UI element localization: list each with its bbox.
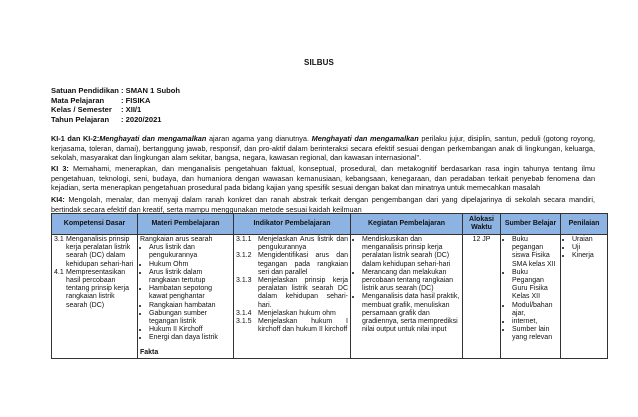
list-item: • Modul/bahan ajar, (512, 302, 558, 318)
identity-key: Satuan Pendidikan (51, 86, 119, 95)
ki-text: Mengolah, menalar, dan menyaji dalam ranah konkret dan ranah abstrak terkait dengan pengembangan dari yang dipelajarinya di sekolah secara mandiri, bertindak secara efektif dan kreatif, serta mampu menggunakan metode sesuai kaidah keilmuan (51, 195, 595, 214)
indikator-item (236, 252, 348, 277)
syllabus-table (51, 213, 608, 359)
ki-label: KI4: (51, 195, 65, 204)
indikator-number: 3.1.1 (236, 236, 252, 243)
identity-value: : FISIKA (121, 95, 151, 105)
indikator-text: Menjelaskan Arus listrik dan pengukurannya (258, 236, 348, 252)
ki-4-paragraph (51, 195, 595, 214)
alokasi-cell: 12 JP (463, 235, 501, 359)
document-title: SILBUS (304, 58, 334, 67)
indikator-item (236, 277, 348, 310)
ki-1-2-paragraph (51, 134, 595, 163)
kompetensi-cell (52, 235, 138, 359)
indikator-number: 3.1.3 (236, 277, 252, 285)
ki-emphasis: Menghayati dan mengamalkan (99, 134, 207, 143)
list-item: • Merancang dan melakukan percobaan tentang rangkaian listrik arus searah (DC) (362, 269, 460, 294)
col-header-indikator: Indikator Pembelajaran (234, 214, 351, 235)
kegiatan-cell (351, 235, 463, 359)
identity-value: : 2020/2021 (121, 114, 162, 124)
col-header-kegiatan: Kegiatan Pembelajaran (351, 214, 463, 235)
materi-cell (138, 235, 234, 359)
list-item: • Hukum II Kirchoff (149, 326, 231, 334)
identity-value: : SMAN 1 Suboh (121, 86, 181, 95)
list-item: • Arus listrik dan pengukurannya (149, 244, 231, 260)
indikator-text: Menjelaskan hukum I kirchoff dan hukum II kirchoff (258, 318, 348, 334)
ki-label: KI-1 dan KI-2: (51, 134, 100, 143)
materi-intro: Rangkaian arus searah (140, 236, 213, 243)
table-header-row (52, 214, 608, 235)
identity-key: Tahun Pelajaran (51, 114, 110, 124)
col-header-alokasi: Alokasi Waktu (463, 214, 501, 235)
kd-text: Mempresentasikan hasil percobaan tentang prinsip kerja rangkaian listrik searah (DC) (66, 268, 130, 309)
kd-number: 4.1 (54, 268, 64, 276)
indikator-text: Menjelaskan hukum ohm (258, 309, 336, 317)
list-item: • Arus listrik dalam rangkaian tertutup (149, 269, 231, 285)
identity-key: Mata Pelajaran (51, 95, 105, 105)
indikator-item (236, 310, 348, 318)
indikator-text: Menjelaskan prinsip kerja peralatan listrik searah DC dalam kehidupan sehari-hari. (258, 277, 348, 309)
kd-number: 3.1 (54, 236, 64, 243)
ki-label: KI 3: (51, 164, 69, 173)
table-row (52, 235, 608, 359)
col-header-kompetensi: Kompetensi Dasar (52, 214, 138, 235)
list-item: • Sumber lain yang relevan (512, 326, 558, 342)
kd-item (54, 236, 135, 269)
materi-list (140, 244, 231, 342)
identity-row (51, 115, 180, 125)
sumber-list (503, 236, 558, 343)
indikator-number: 3.1.4 (236, 309, 252, 317)
penilaian-cell (561, 235, 608, 359)
kd-item (54, 269, 135, 310)
identity-value: : XII/1 (121, 105, 142, 115)
list-item: • Hambatan sepotong kawat penghantar (149, 285, 231, 301)
materi-footer: Fakta (140, 348, 159, 356)
indikator-cell (234, 235, 351, 359)
list-item: • Uraian (572, 236, 605, 244)
ki-text: Memahami, menerapkan, dan menganalisis pengetahuan faktual, konseptual, prosedural, dan metakognitif berdasarkan rasa ingin tahunya tentang ilmu pengetahuan, teknologi, seni, budaya, dan humaniora dengan wawasan kemanusiaan, kebangsaan, kenegaraan, dan peradaban terkait penyebab fenomena dan kejadian, serta menerapkan pengetahuan prosedural pada bidang kajian yang spesifik sesuai dengan bakat dan minatnya untuk memecahkan masalah (51, 164, 595, 193)
identity-key: Kelas / Semester (51, 105, 112, 115)
list-item: • Gabungan sumber tegangan listrik (149, 310, 231, 326)
identity-row (51, 96, 180, 106)
col-header-materi: Materi Pembelajaran (138, 214, 234, 235)
identity-row (51, 86, 180, 96)
indikator-number: 3.1.2 (236, 252, 252, 260)
ki-emphasis: Menghayati dan mengamalkan (311, 134, 419, 143)
indikator-number: 3.1.5 (236, 318, 252, 326)
sumber-cell (501, 235, 561, 359)
list-item: • Buku pegangan siswa Fisika SMA kelas XII (512, 236, 558, 269)
identity-row (51, 105, 180, 115)
list-item: • Uji (572, 244, 605, 252)
indikator-item (236, 318, 348, 334)
list-item: • Rangkaian hambatan (149, 302, 231, 310)
list-item: • internet, (512, 318, 558, 326)
ki-3-paragraph (51, 164, 595, 193)
kegiatan-list (353, 236, 460, 334)
indikator-item (236, 236, 348, 252)
ki-text: ajaran agama yang dianutnya. (206, 134, 312, 143)
list-item: • Hukum Ohm (149, 261, 231, 269)
list-item: • Buku Pegangan Guru Fisika Kelas XII (512, 269, 558, 302)
identity-block (51, 86, 180, 124)
col-header-sumber: Sumber Belajar (501, 214, 561, 235)
list-item: • Kinerja (572, 252, 605, 260)
list-item: • Mendiskusikan dan menganalisis prinsip kerja peralatan listrik searah (DC) dalam kehidupan sehari-hari (362, 236, 460, 269)
penilaian-list (563, 236, 605, 261)
col-header-penilaian: Penilaian (561, 214, 608, 235)
ki-text: perilaku jujur, disiplin, santun, peduli (gotong royong, kerjasama, toleran, damai), bertanggung jawab, responsif, dan pro-aktif dalam berinteraksi secara efektif sesuai dengan perkembangan anak di lingkungan, keluarga, sekolah, masyarakat dan lingkungan alam sekitar, bangsa, negara, kawasan regional, dan kawasan internasional". (51, 134, 595, 163)
list-item: • Energi dan daya listrik (149, 334, 231, 342)
list-item: • Menganalisis data hasil praktik, membuat grafik, menuliskan persamaan grafik dan gradiennya, serta memprediksi nilai output untuk nilai input (362, 293, 460, 334)
kd-text: Menganalisis prinsip kerja peralatan listrik searah (DC) dalam kehidupan sehari-hari (66, 236, 134, 268)
indikator-text: Mengidentifikasi arus dan tegangan pada rangkaian seri dan parallel (258, 252, 348, 276)
